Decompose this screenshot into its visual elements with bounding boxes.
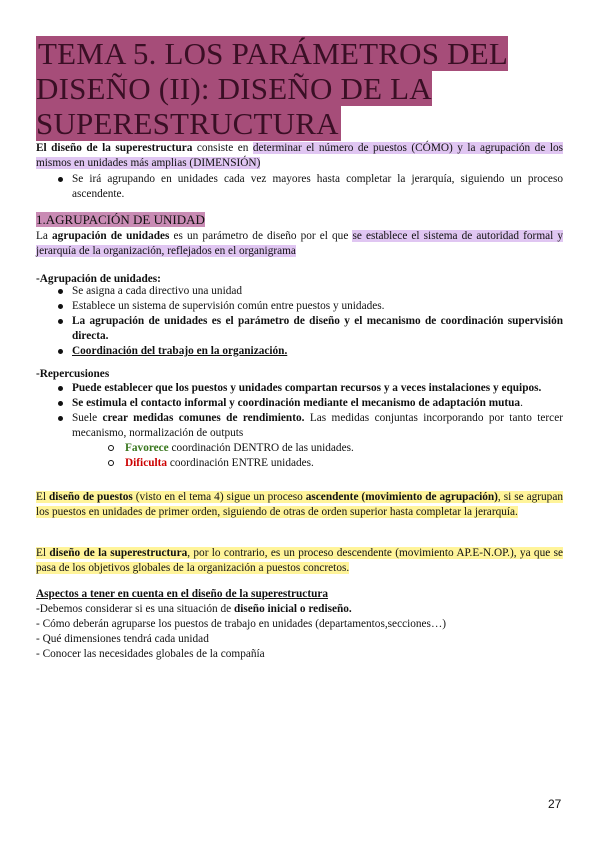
page-title — [36, 36, 526, 141]
repercusiones-label — [36, 367, 563, 382]
aspectos-line: - Conocer las necesidades globales de la compañía — [36, 648, 265, 660]
agrupacion-label-text: -Agrupación de unidades: — [36, 273, 161, 285]
aspectos-heading — [36, 587, 563, 602]
repercusiones-item2-end: . — [520, 397, 523, 409]
aspectos-section — [36, 587, 563, 662]
repercusiones-label-text: -Repercusiones — [36, 368, 110, 380]
puestos-term: diseño de puestos — [49, 491, 133, 503]
puestos-t2: (visto en el tema 4) sigue un proceso — [132, 491, 306, 503]
repercusiones-item3-rest: Las medidas conjuntas incorporando por tanto tercer mecanismo, normalización de outputs — [72, 412, 563, 439]
dificulta-keyword: Dificulta — [125, 457, 168, 469]
list-item: Se asigna a cada directivo una unidad — [36, 284, 563, 299]
agrupacion-list — [36, 284, 563, 359]
puestos-paragraph — [36, 490, 563, 520]
repercusiones-list — [36, 381, 563, 471]
superestructura-t2: , por lo contrario, es un proceso descendente (movimiento AP.E-N.OP.), ya que se pasa de los objetivos globales de la organización a puestos concretos. — [36, 547, 563, 574]
intro-term: El diseño de la superestructura — [36, 142, 193, 154]
repercusiones-item3-bold: crear medidas comunes de rendimiento. — [102, 412, 305, 424]
section1-text-mid: es un parámetro de diseño por el que — [169, 230, 353, 242]
list-item: Se irá agrupando en unidades cada vez mayores hasta completar la jerarquía, siguiendo un proceso ascendente. — [36, 172, 563, 202]
list-item: Coordinación del trabajo en la organización. — [36, 344, 563, 359]
aspectos-heading-text: Aspectos a tener en cuenta en el diseño de la superestructura — [36, 588, 329, 600]
favorece-keyword: Favorece — [125, 442, 169, 454]
puestos-highlight — [36, 491, 563, 518]
puestos-t3: , si se agrupan los puestos en unidades de primer orden, siguiendo de otras de orden superior hasta completar la jerarquía. — [36, 491, 563, 518]
sub-list-item — [72, 441, 563, 456]
aspectos-line: - Qué dimensiones tendrá cada unidad — [36, 633, 209, 645]
list-item: Puede establecer que los puestos y unidades compartan recursos y a veces instalaciones y equipos. — [36, 381, 563, 396]
intro-highlight: determinar el número de puestos (CÓMO) y la agrupación de los mismos en unidades más amplias (DIMENSIÓN) — [36, 142, 564, 169]
section1-term: agrupación de unidades — [52, 230, 170, 242]
list-item: Establece un sistema de supervisión común entre puestos y unidades. — [36, 299, 563, 314]
aspectos-line1-start: -Debemos considerar si es una situación de — [36, 603, 234, 615]
intro-paragraph — [36, 141, 563, 171]
list-item: La agrupación de unidades es el parámetro de diseño y el mecanismo de coordinación supervisión directa. — [36, 314, 563, 344]
section1-heading — [36, 212, 563, 229]
page-number: 27 — [548, 797, 562, 811]
favorece-text: coordinación DENTRO de las unidades. — [168, 442, 354, 454]
aspectos-line: - Cómo deberán agruparse los puestos de trabajo en unidades (departamentos,secciones…) — [36, 618, 447, 630]
section-heading-text: 1.AGRUPACIÓN DE UNIDAD — [36, 212, 205, 227]
repercusiones-sublist — [72, 441, 563, 471]
superestructura-term: diseño de la superestructura — [49, 547, 188, 559]
superestructura-paragraph — [36, 546, 563, 576]
list-item — [36, 411, 563, 471]
aspectos-line1-bold: diseño inicial o rediseño. — [233, 603, 352, 615]
superestructura-highlight — [36, 547, 563, 574]
repercusiones-item2-bold: Se estimula el contacto informal y coordinación mediante el mecanismo de adaptación mutua — [72, 397, 521, 409]
sub-list-item — [72, 456, 563, 471]
aspectos-line — [36, 602, 563, 617]
puestos-bold2: ascendente (movimiento de agrupación) — [305, 491, 498, 503]
dificulta-text: coordinación ENTRE unidades. — [167, 457, 314, 469]
section1-text-start: La — [36, 230, 53, 242]
list-item — [36, 396, 563, 411]
intro-bullets — [36, 172, 563, 202]
puestos-t1: El — [36, 491, 50, 503]
section1-highlight: se establece el sistema de autoridad formal y jerarquía de la organización, reflejados en el organigrama — [36, 230, 563, 257]
section1-paragraph — [36, 229, 563, 259]
repercusiones-item3-start: Suele — [72, 412, 103, 424]
intro-text: consiste en — [192, 142, 253, 154]
page-title-text: TEMA 5. LOS PARÁMETROS DEL DISEÑO (II): DISEÑO DE LA SUPERESTRUCTURA — [36, 36, 508, 141]
superestructura-t1: El — [36, 547, 50, 559]
